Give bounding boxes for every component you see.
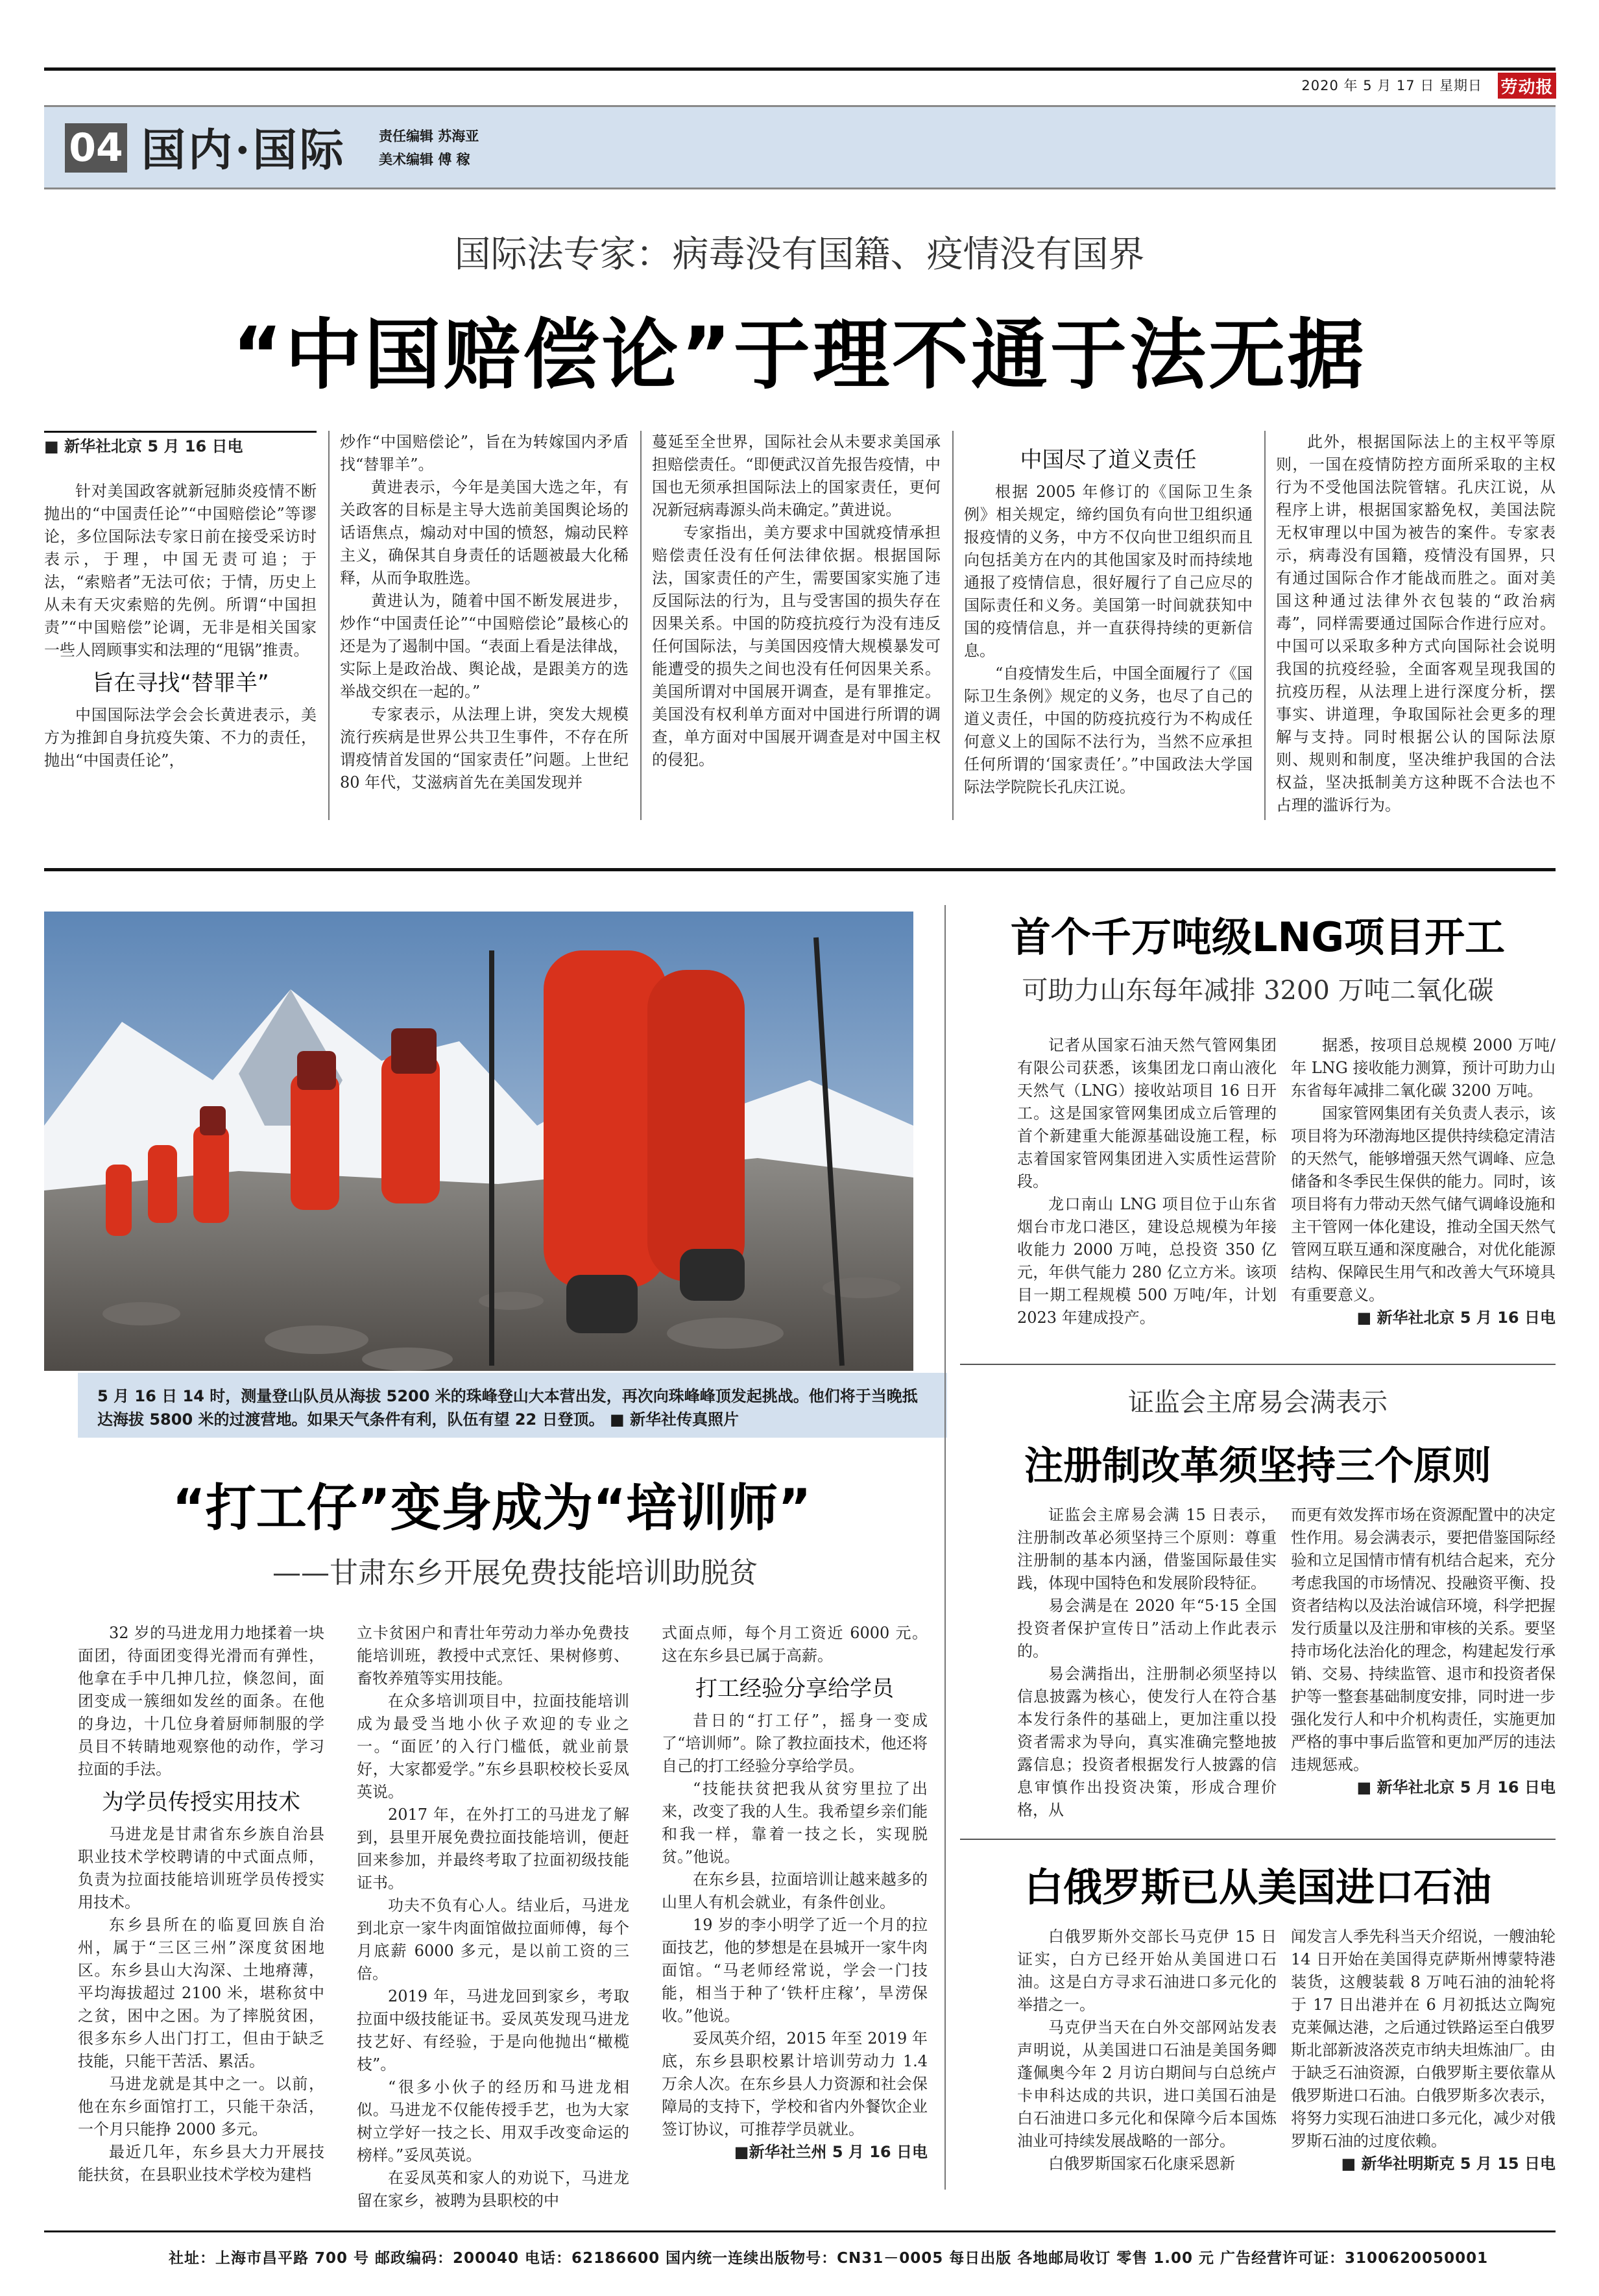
paragraph: 在妥凤英和家人的劝说下，马进龙留在家乡，被聘为县职校的中 [357,2169,629,2210]
climbers-photo [44,912,913,1371]
paragraph: 最近几年，东乡县大力开展技能扶贫，在县职业技术学校为建档 [78,2143,324,2184]
paragraph: 而更有效发挥市场在资源配置中的决定性作用。易会满表示，要把借鉴国际经验和立足国情市情有机结合起来，充分考虑我国的市场情况、投融资平衡、投资者结构以及法治诚信环境，科学把握发行质量以及注册和审核的关系。要坚持市场化法治化的理念，构建起发行承销、交易、持续监管、退市和投资者保护等一整套基础制度安排，同时进一步强化发行人和中介机构责任，实施更加严格的事中事后监管和更加严厉的违法违规惩戒。 [1291,1506,1556,1774]
paragraph: 黄进认为，随着中国不断发展进步，炒作“中国责任论”“中国赔偿论”最核心的还是为了遏制中国。“表面上看是法律战，实际上是政治战、舆论战，是跟美方的选举战交织在一起的。” [340,592,629,701]
paragraph: 式面点师，每个月工资近 6000 元。这在东乡县已属于高薪。 [662,1624,928,1665]
lng-headline: 首个千万吨级LNG项目开工 [1010,913,1506,961]
paragraph: 龙口南山 LNG 项目位于山东省烟台市龙口港区，建设总规模为年接收能力 2000 万吨，总投资 350 亿元，年供气能力 280 亿立方米。该项目一期工程规模 500 万吨/年，计划 2023 年建成投产。 [1017,1195,1277,1327]
paragraph: 白俄罗斯国家石化康采恩新 [1048,2155,1235,2173]
paragraph: 记者从国家石油天然气管网集团有限公司获悉，该集团龙口南山液化天然气（LNG）接收站项目 16 日开工。这是国家管网集团成立后管理的首个新建重大能源基础设施工程，标志着国家管网集团进入实质性运营阶段。 [1017,1036,1277,1190]
paragraph: 中国国际法学会会长黄进表示，美方为推卸自身抗疫失策、不力的责任，抛出“中国责任论”， [44,706,317,769]
paragraph: “很多小伙子的经历和马进龙相似。马进龙不仅能传授手艺，也为大家树立学好一技之长、用双手改变命运的榜样。”妥凤英说。 [357,2078,629,2164]
worker-subhead: ——甘肃东乡开展免费技能培训助脱贫 [272,1556,758,1589]
paragraph: 东乡县所在的临夏回族自治州，属于“三区三州”深度贫困地区。东乡县山大沟深、土地瘠薄，平均海拔超过 2100 米，堪称贫中之贫，困中之困。为了摔脱贫困，很多东乡人出门打工，但由于缺乏技能，只能干苦活、累活。 [78,1916,324,2070]
section-title: 国内·国际 [141,125,346,176]
footer-info: 社址：上海市昌平路 700 号 邮政编码：200040 电话：62186600 国内统一连续出版物号：CN31－0005 每日出版 各地邮局收订 零售 1.00 元 广告经营许可证：3100620050001 [169,2250,1489,2267]
subheading: 为学员传授实用技术 [102,1789,300,1815]
column-divider [328,431,330,820]
paragraph: 马克伊当天在白外交部网站发表声明说，从美国进口石油是美国务卿蓬佩奥今年 2 月访白期间与白总统卢卡申科达成的共识，进口美国石油是白石油进口多元化和保障今后本国炼油业可持续发展战略的一部分。 [1017,2018,1277,2150]
dateline-signature: ■ 新华社明斯克 5 月 15 日电 [1341,2155,1556,2173]
section-rule [44,868,1556,871]
paragraph: 马进龙是甘肃省东乡族自治县职业技术学校聘请的中式面点师，负责为拉面技能培训班学员传授实用技术。 [78,1825,324,1911]
paragraph: 2017 年，在外打工的马进龙了解到，县里开展免费拉面技能培训，便赶回来参加，并最终考取了拉面初级技能证书。 [357,1806,629,1892]
editor-credits [379,125,479,171]
column-divider [640,431,642,820]
issue-date: 2020 年 5 月 17 日 星期日 [1301,78,1482,93]
worker-column-1 [78,1622,324,2193]
paragraph: “技能扶贫把我从贫穷里拉了出来，改变了我的人生。我希望乡亲们能和我一样，靠着一技之长，实现脱贫。”他说。 [662,1780,928,1866]
lead-column-4 [964,431,1253,820]
dateline-signature: ■ 新华社北京 5 月 16 日电 [1356,1309,1556,1327]
lead-headline: “中国赔偿论”于理不通于法无据 [232,310,1367,400]
photo-caption: 5 月 16 日 14 时，测量登山队员从海拔 5200 米的珠峰登山大本营出发，再次向珠峰峰顶发起挑战。他们将于当晚抵达海拔 5800 米的过渡营地。如果天气条件有利，队伍有望 22 日登顶。 ■ 新华社传真照片 [78,1373,947,1438]
paragraph: 在东乡县，拉面培训让越来越多的山里人有机会就业，有条件创业。 [662,1870,928,1911]
paragraph: 2019 年，马进龙回到家乡，考取拉面中级技能证书。妥凤英发现马进龙技艺好、有经验，于是向他抛出“橄榄枝”。 [357,1987,629,2073]
column-divider [952,431,954,820]
lead-column-3 [652,431,941,820]
section-number: 04 [65,123,127,173]
csrc-headline: 注册制改革须坚持三个原则 [1024,1444,1491,1489]
belarus-column-2 [1291,1926,1556,2192]
worker-column-2 [357,1622,629,2210]
masthead-logo: 劳动报 [1498,73,1556,99]
paragraph: 国家管网集团有关负责人表示，该项目将为环渤海地区提供持续稳定清洁的天然气，能够增强天然气调峰、应急储备和冬季民生保供的能力。同时，该项目将有力带动天然气储气调峰设施和主干管网一体化建设，推动全国天然气管网互联互通和深度融合，对优化能源结构、保障民生用气和改善大气环境具有重要意义。 [1291,1104,1556,1304]
paragraph: 证监会主席易会满 15 日表示，注册制改革必须坚持三个原则：尊重注册制的基本内涵，借鉴国际最佳实践，体现中国特色和发展阶段特征。 [1017,1506,1277,1592]
paragraph: 昔日的“打工仔”，摇身一变成了“培训师”。除了教拉面技术，他还将自己的打工经验分享给学员。 [662,1711,928,1775]
dateline-signature: ■新华社兰州 5 月 16 日电 [734,2143,928,2161]
story-rule [960,1839,1556,1840]
lead-kicker: 国际法专家：病毒没有国籍、疫情没有国界 [454,234,1145,276]
csrc-kicker: 证监会主席易会满表示 [1128,1388,1388,1418]
csrc-column-2 [1291,1504,1556,1841]
belarus-headline: 白俄罗斯已从美国进口石油 [1024,1865,1491,1911]
csrc-column-1 [1017,1504,1277,1841]
lead-column-2 [340,431,629,820]
paragraph: 立卡贫困户和青壮年劳动力举办免费技能培训班，教授中式烹饪、果树修剪、畜牧养殖等实用技能。 [357,1624,629,1687]
lng-column-1 [1017,1034,1277,1346]
lead-column-1 [44,431,317,820]
art-editor-line: 美术编辑 傅 稼 [379,152,470,167]
paragraph: 据悉，按项目总规模 2000 万吨/年 LNG 接收能力测算，预计可助力山东省每年减排二氧化碳 3200 万吨。 [1291,1036,1556,1100]
paragraph: 32 岁的马进龙用力地揉着一块面团，待面团变得光滑而有弹性，他拿在手中几抻几拉，倏忽间，面团变成一簇细如发丝的面条。在他的身边，十几位身着厨师制服的学员目不转睛地观察他的动作，学习拉面的手法。 [78,1624,324,1778]
paragraph: 易会满指出，注册制必须坚持以信息披露为核心，使发行人在符合基本发行条件的基础上，更加注重以投资者需求为导向，真实准确完整地披露信息；投资者根据发行人披露的信息审慎作出投资决策，形成合理价格，从 [1017,1665,1277,1819]
paragraph: 针对美国政客就新冠肺炎疫情不断抛出的“中国责任论”“中国赔偿论”等谬论，多位国际法专家日前在接受采访时表示，于理，中国无责可追；于法，“索赔者”无法可依；于情，历史上从未有天灾索赔的先例。所谓“中国担责”“中国赔偿”论调，无非是相关国家一些人罔顾事实和法理的“甩锅”推责。 [44,482,317,659]
subheading: 旨在寻找“替罪羊” [91,670,269,696]
column-divider [944,905,946,2190]
lead-column-5 [1276,431,1556,820]
paragraph: 19 岁的李小明学了近一个月的拉面技艺，他的梦想是在县城开一家牛肉面馆。“马老师经常说，学会一门技能，相当于种了‘铁杆庄稼’，旱涝保收。”他说。 [662,1916,928,2025]
lng-subhead: 可助力山东每年减排 3200 万吨二氧化碳 [1022,976,1494,1006]
column-divider [1264,431,1266,820]
belarus-column-1 [1017,1926,1277,2192]
news-photo [44,912,913,1371]
paragraph: 专家指出，美方要求中国就疫情承担赔偿责任没有任何法律依据。根据国际法，国家责任的产生，需要国家实施了违反国际法的行为，且与受害国的损失存在因果关系。中国的防疫抗疫行为没有违反任何国际法，与美国因疫情大规模暴发可能遭受的损失之间也没有任何因果关系。美国所谓对中国展开调查，是有罪推定。美国没有权利单方面对中国进行所谓的调查，单方面对中国展开调查是对中国主权的侵犯。 [652,524,941,769]
paragraph: 妥凤英介绍，2015 年至 2019 年底，东乡县职校累计培训劳动力 1.4 万余人次。在东乡县人力资源和社会保障局的支持下，学校和省内外餐饮企业签订协议，可推荐学员就业。 [662,2029,928,2138]
paragraph: 易会满是在 2020 年“5·15 全国投资者保护宣传日”活动上作此表示的。 [1017,1597,1277,1660]
paragraph: 根据 2005 年修订的《国际卫生条例》相关规定，缔约国负有向世卫组织通报疫情的义务，中方不仅向世卫组织而且向包括美方在内的其他国家及时而持续地通报了疫情信息，很好履行了自己应尽的国际责任和义务。美国第一时间就获知中国的疫情信息，并一直获得持续的更新信息。 [964,483,1253,660]
dateline-signature: ■ 新华社北京 5 月 16 日电 [1356,1778,1556,1796]
top-rule [44,67,1556,71]
editor-line: 责任编辑 苏海亚 [379,128,479,144]
story-rule [960,1364,1556,1365]
subheading: 打工经验分享给学员 [695,1676,894,1702]
worker-column-3 [662,1622,928,2193]
lng-column-2 [1291,1034,1556,1352]
paragraph: 马进龙就是其中之一。以前，他在东乡面馆打工，只能干杂活，一个月只能挣 2000 多元。 [78,2075,324,2138]
subheading: 中国尽了道义责任 [1020,447,1197,473]
paragraph: 专家表示，从法理上讲，突发大规模流行疾病是世界公共卫生事件，不存在所谓疫情首发国的“国家责任”问题。上世纪 80 年代，艾滋病首先在美国发现并 [340,705,629,792]
byline: ■ 新华社北京 5 月 16 日电 [44,431,317,458]
paragraph: 闻发言人季先科当天介绍说，一艘油轮 14 日开始在美国得克萨斯州博蒙特港装货，这艘装载 8 万吨石油的油轮将于 17 日出港并在 6 月初抵达立陶宛克莱佩达港，之后通过铁路运至白俄罗斯北部新波洛茨克市纳夫坦炼油厂。由于缺乏石油资源，白俄罗斯主要依靠从俄罗斯进口石油。白俄罗斯多次表示，将努力实现石油进口多元化，减少对俄罗斯石油的过度依赖。 [1291,1927,1556,2150]
paragraph: 在众多培训项目中，拉面技能培训成为最受当地小伙子欢迎的专业之一。“面匠’的入行门槛低，就业前景好，大家都爱学。”东乡县职校校长妥凤英说。 [357,1692,629,1801]
paragraph: 白俄罗斯外交部长马克伊 15 日证实，白方已经开始从美国进口石油。这是白方寻求石油进口多元化的举措之一。 [1017,1927,1277,2014]
footer-rule [44,2230,1556,2232]
paragraph: 蔓延至全世界，国际社会从未要求美国承担赔偿责任。“即便武汉首先报告疫情，中国也无须承担国际法上的国家责任，更何况新冠病毒源头尚未确定。”黄进说。 [652,433,941,519]
paragraph: 黄进表示，今年是美国大选之年，有关政客的目标是主导大选前美国舆论场的话语焦点，煽动对中国的愤怒，煽动民粹主义，确保其自身责任的话题被最大化稀释，从而争取胜选。 [340,478,629,587]
paragraph: 炒作“中国赔偿论”，旨在为转嫁国内矛盾找“替罪羊”。 [340,433,629,474]
paragraph: “自疫情发生后，中国全面履行了《国际卫生条例》规定的义务，也尽了自己的道义责任，中国的防疫抗疫行为不构成任何意义上的国际不法行为，当然不应承担任何所谓的‘国家责任’。”中国政法大学国际法学院院长孔庆江说。 [964,664,1253,796]
paragraph: 功夫不负有心人。结业后，马进龙到北京一家牛肉面馆做拉面师傅，每个月底薪 6000 多元，是以前工资的三倍。 [357,1896,629,1983]
worker-headline: “打工仔”变身成为“培训师” [172,1479,812,1538]
paragraph: 此外，根据国际法上的主权平等原则，一国在疫情防控方面所采取的主权行为不受他国法院管辖。孔庆江说，从程序上讲，根据国家豁免权，美国法院无权审理以中国为被告的案件。专家表示，病毒没有国籍，疫情没有国界，只有通过国际合作才能战而胜之。面对美国这种通过法律外衣包装的“政治病毒”，同样需要通过国际合作进行应对。中国可以采取多种方式向国际社会说明我国的抗疫经验，全面客观呈现我国的抗疫历程，从法理上进行深度分析，摆事实、讲道理，争取国际社会更多的理解与支持。同时根据公认的国际法原则、规则和制度，坚决维护我国的合法权益，坚决抵制美方这种既不合法也不占理的滥诉行为。 [1276,433,1556,814]
